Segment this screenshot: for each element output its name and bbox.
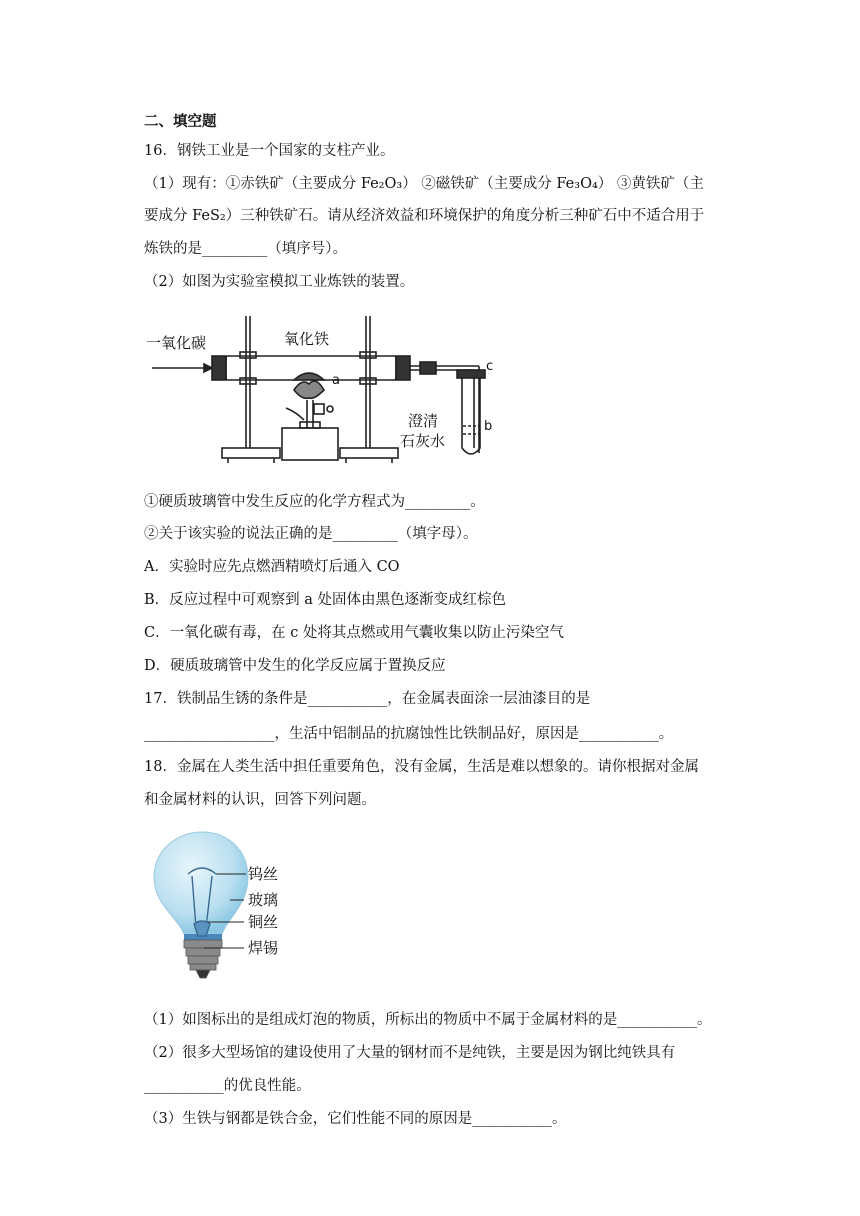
- section-title: 二、填空题: [144, 113, 217, 130]
- q18-part1: （1）如图标出的是组成灯泡的物质，所标出的物质中不属于金属材料的是___________。: [144, 1012, 712, 1028]
- limewater-label-1: 澄清: [408, 412, 439, 430]
- iron-oxide-label: 氧化铁: [284, 330, 330, 348]
- copper-label: 铜丝: [248, 913, 279, 931]
- limewater-label-2: 石灰水: [400, 432, 446, 450]
- q16-stem: 16．钢铁工业是一个国家的支柱产业。: [144, 143, 395, 159]
- q16-option-d: D．硬质玻璃管中发生的化学反应属于置换反应: [144, 658, 446, 674]
- q16-part1-line1: （1）现有：①赤铁矿（主要成分 Fe₂O₃） ②磁铁矿（主要成分 Fe₃O₄） ③黄铁矿（主: [144, 176, 704, 192]
- point-b-label: b: [484, 419, 493, 434]
- q16-subquestion-2: ②关于该实验的说法正确的是_________（填字母）。: [144, 526, 478, 542]
- q16-option-b: B．反应过程中可观察到 a 处固体由黑色逐渐变成红棕色: [144, 592, 507, 608]
- q16-part1-line2: 要成分 FeS₂）三种铁矿石。请从经济效益和环境保护的角度分析三种矿石中不适合用于: [144, 208, 705, 224]
- q16-part2: （2）如图为实验室模拟工业炼铁的装置。: [144, 274, 415, 290]
- tungsten-label: 钨丝: [248, 865, 279, 883]
- point-a-label: a: [332, 373, 340, 388]
- q16-option-c: C．一氧化碳有毒，在 c 处将其点燃或用气囊收集以防止污染空气: [144, 625, 564, 641]
- ironmaking-apparatus-figure: [144, 308, 504, 468]
- q18-part2-line1: （2）很多大型场馆的建设使用了大量的钢材而不是纯铁，主要是因为钢比纯铁具有: [144, 1045, 676, 1061]
- q16-part1-line3: 炼铁的是_________（填序号）。: [144, 241, 347, 257]
- co-label: 一氧化碳: [146, 334, 207, 352]
- solder-label: 焊锡: [248, 939, 279, 957]
- point-c-label: c: [486, 359, 494, 374]
- q17-line1: 17．铁制品生锈的条件是___________，在金属表面涂一层油漆目的是: [144, 691, 591, 707]
- glass-label: 玻璃: [248, 891, 279, 909]
- q17-line2: __________________，生活中铝制品的抗腐蚀性比铁制品好，原因是___________。: [144, 726, 674, 742]
- q18-part2-line2: ___________的优良性能。: [144, 1078, 311, 1094]
- q18-part3: （3）生铁与钢都是铁合金，它们性能不同的原因是___________。: [144, 1111, 567, 1127]
- q16-option-a: A．实验时应先点燃酒精喷灯后通入 CO: [144, 559, 400, 575]
- q18-line1: 18．金属在人类生活中担任重要角色，没有金属，生活是难以想象的。请你根据对金属: [144, 759, 699, 775]
- q18-line2: 和金属材料的认识，回答下列问题。: [144, 792, 376, 808]
- light-bulb-figure: [144, 826, 304, 986]
- q16-subquestion-1: ①硬质玻璃管中发生反应的化学方程式为_________。: [144, 494, 485, 510]
